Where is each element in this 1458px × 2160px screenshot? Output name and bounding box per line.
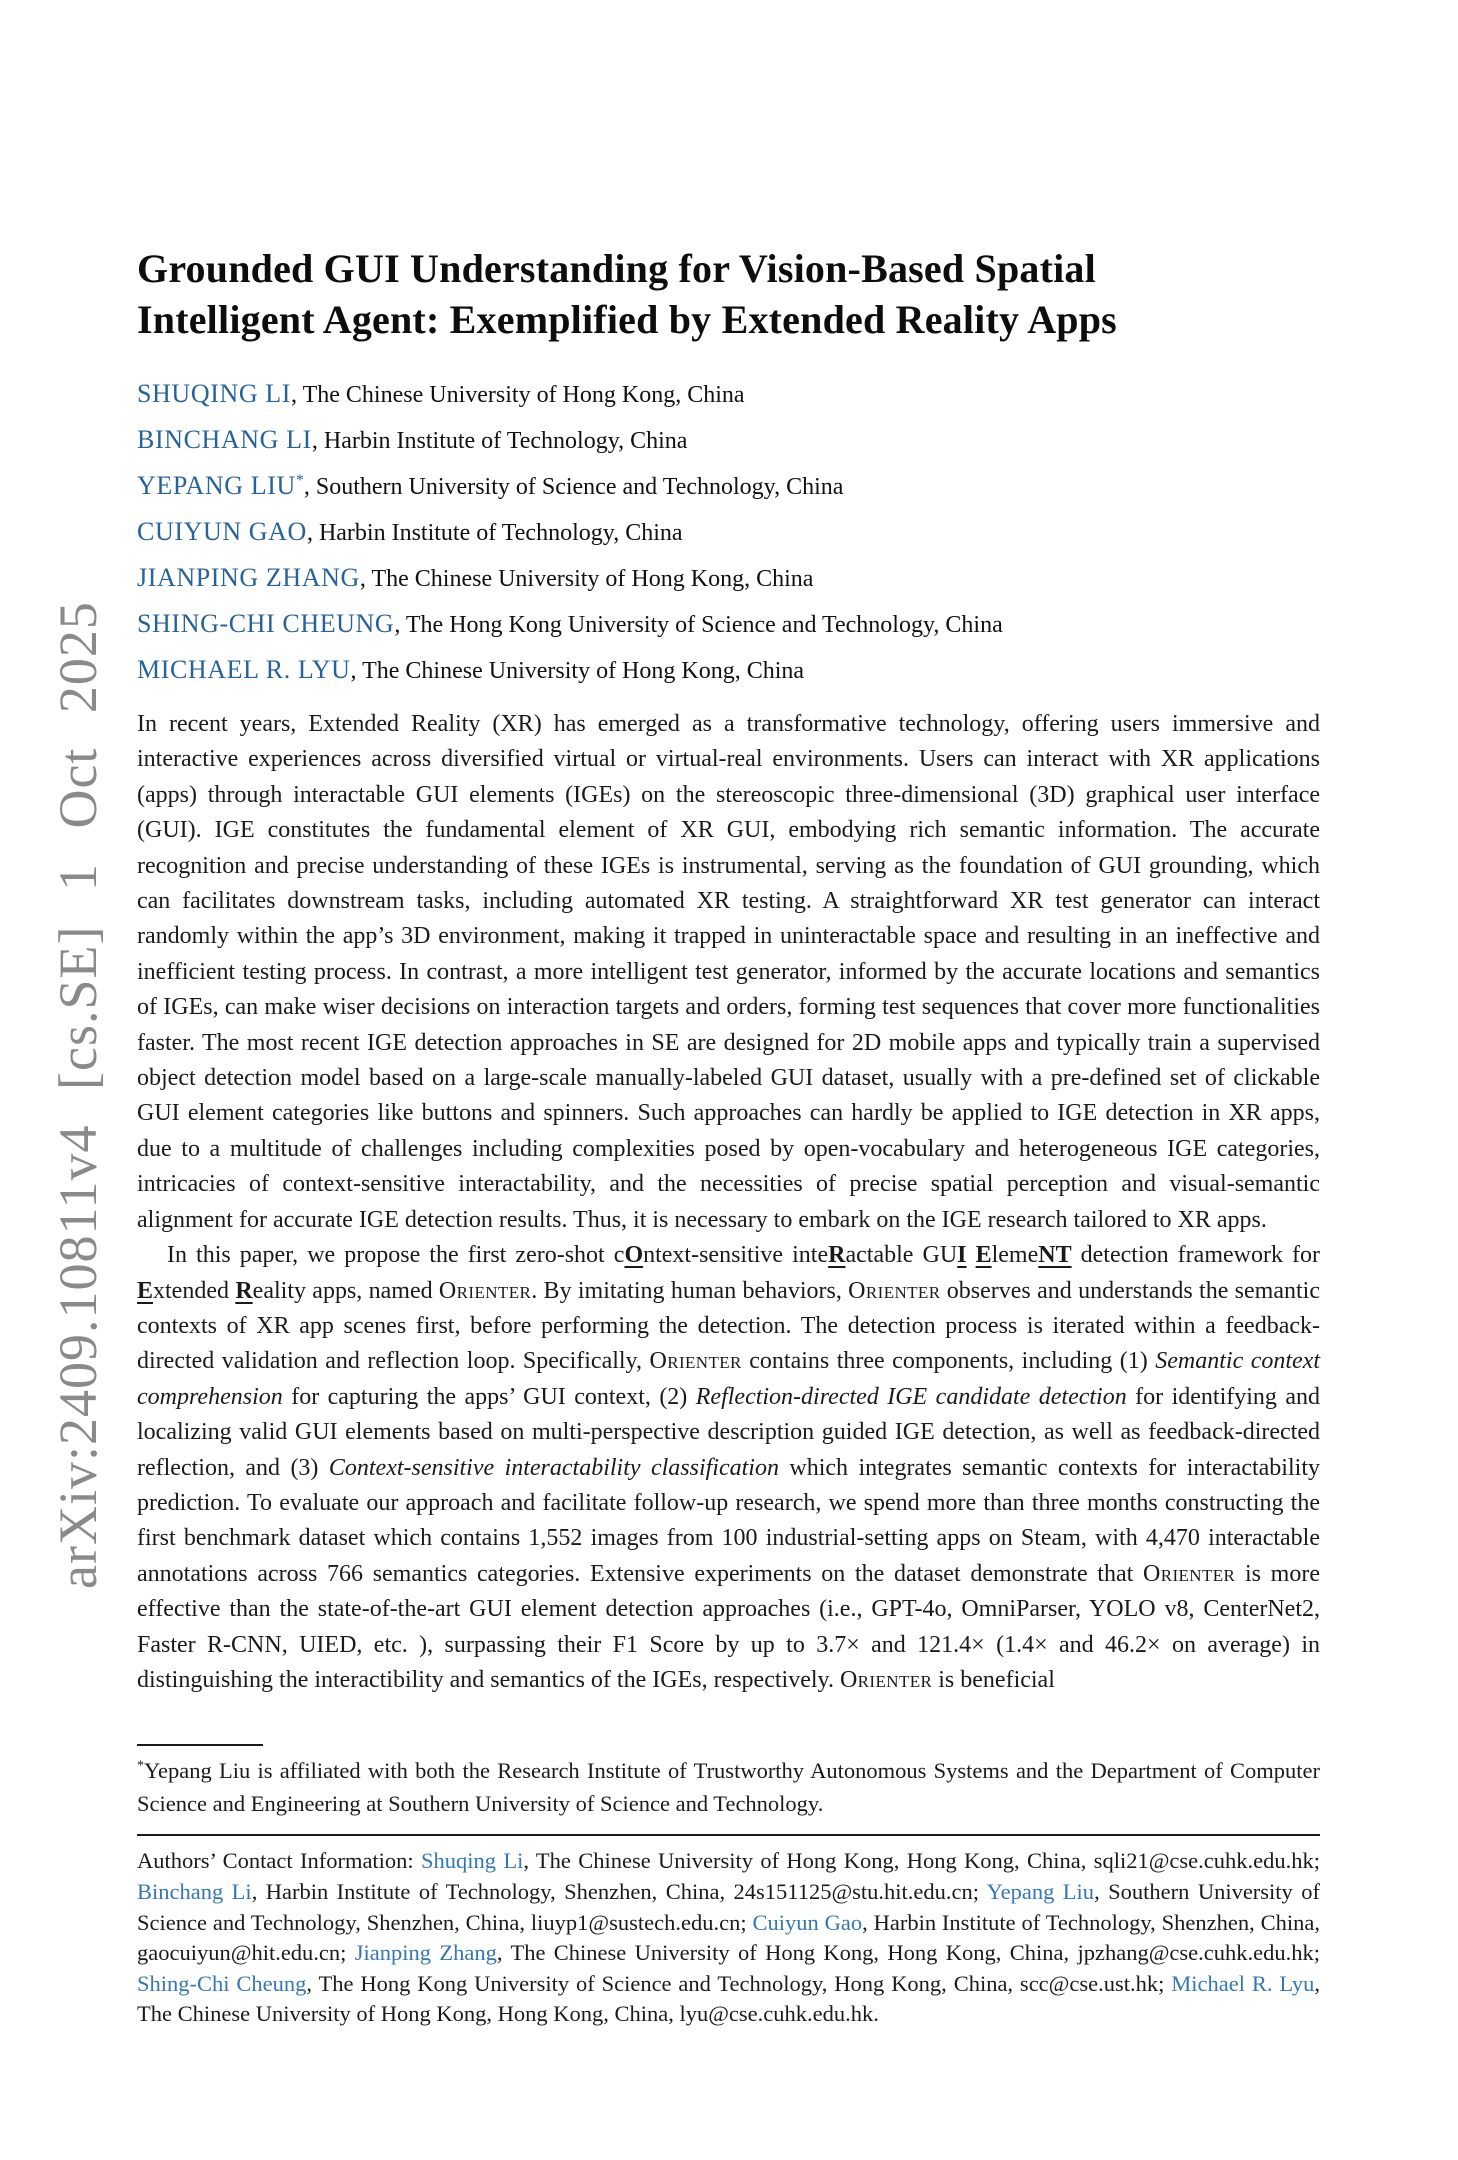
text-run: , Harbin Institute of Technology, Shenzhen, China, 24s151125@stu.hit.edu.cn; [251,1878,987,1904]
text-run [967,1242,976,1268]
author-name: JIANPING ZHANG [137,563,360,592]
author-block [137,375,1320,685]
author-affiliation: , Southern University of Science and Technology, China [303,474,844,500]
text-run: In this paper, we propose the first zero-shot c [167,1242,625,1269]
text-run: observes and understands the semantic contexts of XR app scenes first, before performing the detection. The detection process is iterated within a feedback-directed validation and reflection loop. Specifically, [137,1277,1320,1375]
text-run: detection framework for [1071,1242,1321,1269]
author-affiliation: , The Chinese University of Hong Kong, China [291,382,745,408]
text-run: contains three components, including (1) [741,1348,1156,1375]
affiliation-footnote [137,1754,1320,1820]
author-name: BINCHANG LI [137,425,312,454]
text-run: leme [991,1242,1039,1269]
paper-title-line-2: Intelligent Agent: Exemplified by Extended Reality Apps [137,297,1117,342]
text-run: for capturing the apps’ GUI context, (2) [282,1383,696,1410]
text-run: which integrates semantic contexts for interactability prediction. To evaluate our approach and facilitate follow-up research, we spend more than three months constructing the first benchmark dataset which contains 1,552 images from 100 industrial-setting apps on Steam, with 4,470 interactable annotations across 766 semantics categories. Extensive experiments on the dataset demonstrate that [137,1454,1320,1587]
author-footnote-marker: * [295,472,304,489]
author-line [137,605,1320,639]
author-line [137,559,1320,593]
paper-title-line-1: Grounded GUI Understanding for Vision-Based Spatial [137,246,1096,291]
author-affiliation: , The Chinese University of Hong Kong, China [350,658,805,684]
text-run-bu: O [624,1242,644,1269]
contact-author-link[interactable]: Yepang Liu [986,1878,1095,1904]
text-run-bu: R [235,1277,253,1304]
contact-separator-rule [137,1834,1320,1836]
text-run: ntext-sensitive inte [643,1242,829,1269]
abstract-paragraph-2 [137,1238,1320,1698]
footnote-rule [137,1744,263,1746]
text-run-sc: Orienter [649,1348,742,1375]
author-name: MICHAEL R. LYU [137,655,351,684]
author-name: SHING-CHI CHEUNG [137,609,395,638]
author-name: SHUQING LI [137,379,292,408]
text-run: is beneficial [932,1666,1055,1693]
text-run-bu: E [137,1277,154,1304]
text-run-i: Reflection-directed IGE candidate detection [695,1383,1127,1410]
contact-author-link[interactable]: Shuqing Li [421,1848,524,1874]
text-run-sc: Orienter [438,1277,532,1304]
text-run: xtended [153,1277,236,1304]
author-line [137,467,1320,501]
text-run-sc: Orienter [839,1666,933,1693]
author-line [137,375,1320,409]
contact-author-link[interactable]: Jianping Zhang [354,1940,497,1966]
text-run: , The Chinese University of Hong Kong, Hong Kong, China, lyu@cse.cuhk.edu.hk. [137,1970,1320,2027]
contact-author-link[interactable]: Binchang Li [137,1878,252,1904]
text-run-sup: * [137,1758,144,1774]
author-line [137,421,1320,455]
paper-title [137,243,1320,345]
authors-contact-information [137,1846,1320,2030]
text-run: , The Chinese University of Hong Kong, Hong Kong, China, sqli21@cse.cuhk.edu.hk; [523,1848,1320,1874]
author-line [137,651,1320,685]
text-run: , Harbin Institute of Technology, Shenzhen, China, gaocuiyun@hit.edu.cn; [137,1909,1321,1966]
text-run-i: Semantic context comprehension [137,1348,1320,1410]
text-run: , The Hong Kong University of Science and Technology, Hong Kong, China, scc@cse.ust.hk; [306,1970,1172,1996]
text-run-i: Context-sensitive interactability classification [328,1454,779,1481]
text-run: for identifying and localizing valid GUI elements based on multi-perspective description guided IGE detection, as well as feedback-directed reflection, and (3) [137,1383,1321,1481]
contact-author-link[interactable]: Shing-Chi Cheung [137,1970,307,1996]
text-run: In recent years, Extended Reality (XR) has emerged as a transformative technology, offering users immersive and interactive experiences across diversified virtual or virtual-real environments. Users can interact with XR applications (apps) through interactable GUI elements (IGEs) on the stereoscopic three-dimensional (3D) graphical user interface (GUI). IGE constitutes the fundamental element of XR GUI, embodying rich semantic information. The accurate recognition and precise understanding of these IGEs is instrumental, serving as the foundation of GUI grounding, which can facilitates downstream tasks, including automated XR testing. A straightforward XR test generator can interact randomly within the app’s 3D environment, making it trapped in uninteractable space and resulting in an ineffective and inefficient testing process. In contrast, a more intelligent test generator, informed by the accurate locations and semantics of IGEs, can make wiser decisions on interaction targets and orders, forming test sequences that cover more functionalities faster. The most recent IGE detection approaches in SE are designed for 2D mobile apps and typically train a supervised object detection model based on a large-scale manually-labeled GUI dataset, usually with a pre-defined set of clickable GUI element categories like buttons and spinners. Such approaches can hardly be applied to IGE detection in XR apps, due to a multitude of challenges including complexities posed by open-vocabulary and heterogeneous IGE categories, intricacies of context-sensitive interactability, and the necessities of precise spatial perception and visual-semantic alignment for accurate IGE detection results. Thus, it is necessary to embark on the IGE research tailored to XR apps. [137,711,1320,1233]
text-run: actable GU [845,1242,958,1269]
paper-content-column [137,0,1320,2030]
text-run: Yepang Liu is affiliated with both the Research Institute of Trustworthy Autonomous Systems and the Department of Computer Science and Engineering at Southern University of Science and Technology. [137,1758,1320,1817]
text-run: . By imitating human behaviors, [531,1277,849,1304]
text-run: is more effective than the state-of-the-art GUI element detection approaches (i.e., GPT-4o, OmniParser, YOLO v8, CenterNet2, Faster R-CNN, UIED, etc. ), surpassing their F1 Score by up to 3.7× and 121.4× (1.4× and 46.2× on average) in distinguishing the interactibility and semantics of the IGEs, respectively. [137,1560,1320,1693]
text-run-sc: Orienter [1142,1560,1236,1587]
text-run-bu: R [828,1242,846,1269]
author-name: YEPANG LIU [137,471,296,500]
abstract [137,707,1320,1698]
text-run: , Southern University of Science and Technology, Shenzhen, China, liuyp1@sustech.edu.cn; [137,1878,1320,1935]
contact-author-link[interactable]: Michael R. Lyu [1171,1970,1315,1996]
author-name: CUIYUN GAO [137,517,307,546]
text-run: , The Chinese University of Hong Kong, Hong Kong, China, jpzhang@cse.cuhk.edu.hk; [496,1940,1320,1966]
author-affiliation: , Harbin Institute of Technology, China [306,520,683,546]
author-affiliation: , The Hong Kong University of Science and Technology, China [394,612,1003,638]
abstract-paragraph-1 [137,707,1320,1238]
contact-author-link[interactable]: Cuiyun Gao [752,1909,863,1935]
text-run: Authors’ Contact Information: [137,1848,422,1874]
author-line [137,513,1320,547]
text-run-sc: Orienter [848,1277,941,1304]
text-run: eality apps, named [252,1277,439,1304]
author-affiliation: , The Chinese University of Hong Kong, China [359,566,814,592]
text-run-bu: E [975,1242,992,1269]
author-affiliation: , Harbin Institute of Technology, China [311,428,688,454]
arxiv-watermark: arXiv:2409.10811v4 [cs.SE] 1 Oct 2025 [48,601,108,1589]
text-run-bu: I [957,1242,967,1269]
text-run-bu: NT [1038,1242,1072,1269]
